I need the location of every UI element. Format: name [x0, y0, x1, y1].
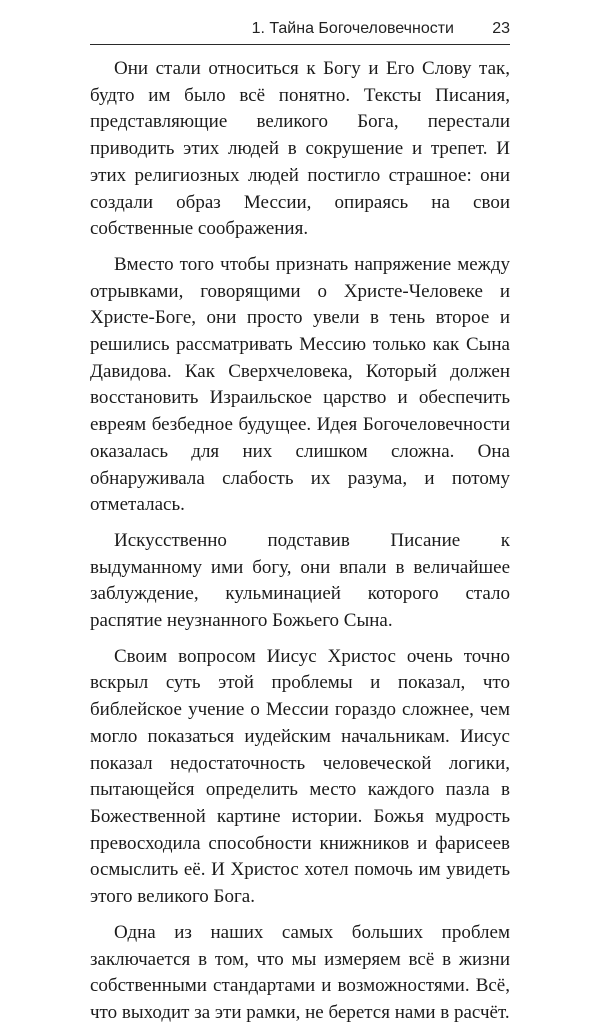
paragraph: Они стали относиться к Богу и Его Слову так, будто им было всё понятно. Тексты Писания, представляющие великого Бога, перестали приводить этих людей в сокрушение и трепет. И этих религиозных людей постигло страшное: они создали образ Мессии, опираясь на свои собственные соображения.	[90, 58, 510, 240]
page-number: 23	[492, 20, 510, 37]
paragraph: Своим вопросом Иисус Христос очень точно вскрыл суть этой проблемы и показал, что библейское учение о Мессии гораздо сложнее, чем могло показаться иудейским начальникам. Иисус показал недостаточность человеческой логики, пытающейся определить место каждого пазла в Божественной картине истории. Божья мудрость превосходила способности книжников и фарисеев осмыслить её. И Христос хотел помочь им увидеть этого великого Бога.	[90, 645, 510, 908]
body-text	[90, 56, 510, 1036]
running-header	[90, 14, 510, 45]
paragraph: Искусственно подставив Писание к выдуманному ими богу, они впали в величайшее заблуждение, кульминацией которого стало распятие неузнанного Божьего Сына.	[90, 529, 510, 632]
chapter-title: 1. Тайна Богочеловечности	[251, 20, 454, 37]
paragraph: Вместо того чтобы признать напряжение между отрывками, говорящими о Христе-Человеке и Христе-Боге, они просто увели в тень второе и решились рассматривать Мессию только как Сына Давидова. Как Сверхчеловека, Который должен восстановить Израильское царство и обеспечить евреям безбедное будущее. Идея Богочеловечности оказалась для них слишком сложна. Она обнаруживала слабость их разума, и потому отметалась.	[90, 253, 510, 516]
paragraph: Одна из наших самых больших проблем заключается в том, что мы измеряем всё в жизни собственными стандартами и возможностями. Всё, что выходит за эти рамки, не берется нами в расчёт.	[90, 921, 510, 1023]
